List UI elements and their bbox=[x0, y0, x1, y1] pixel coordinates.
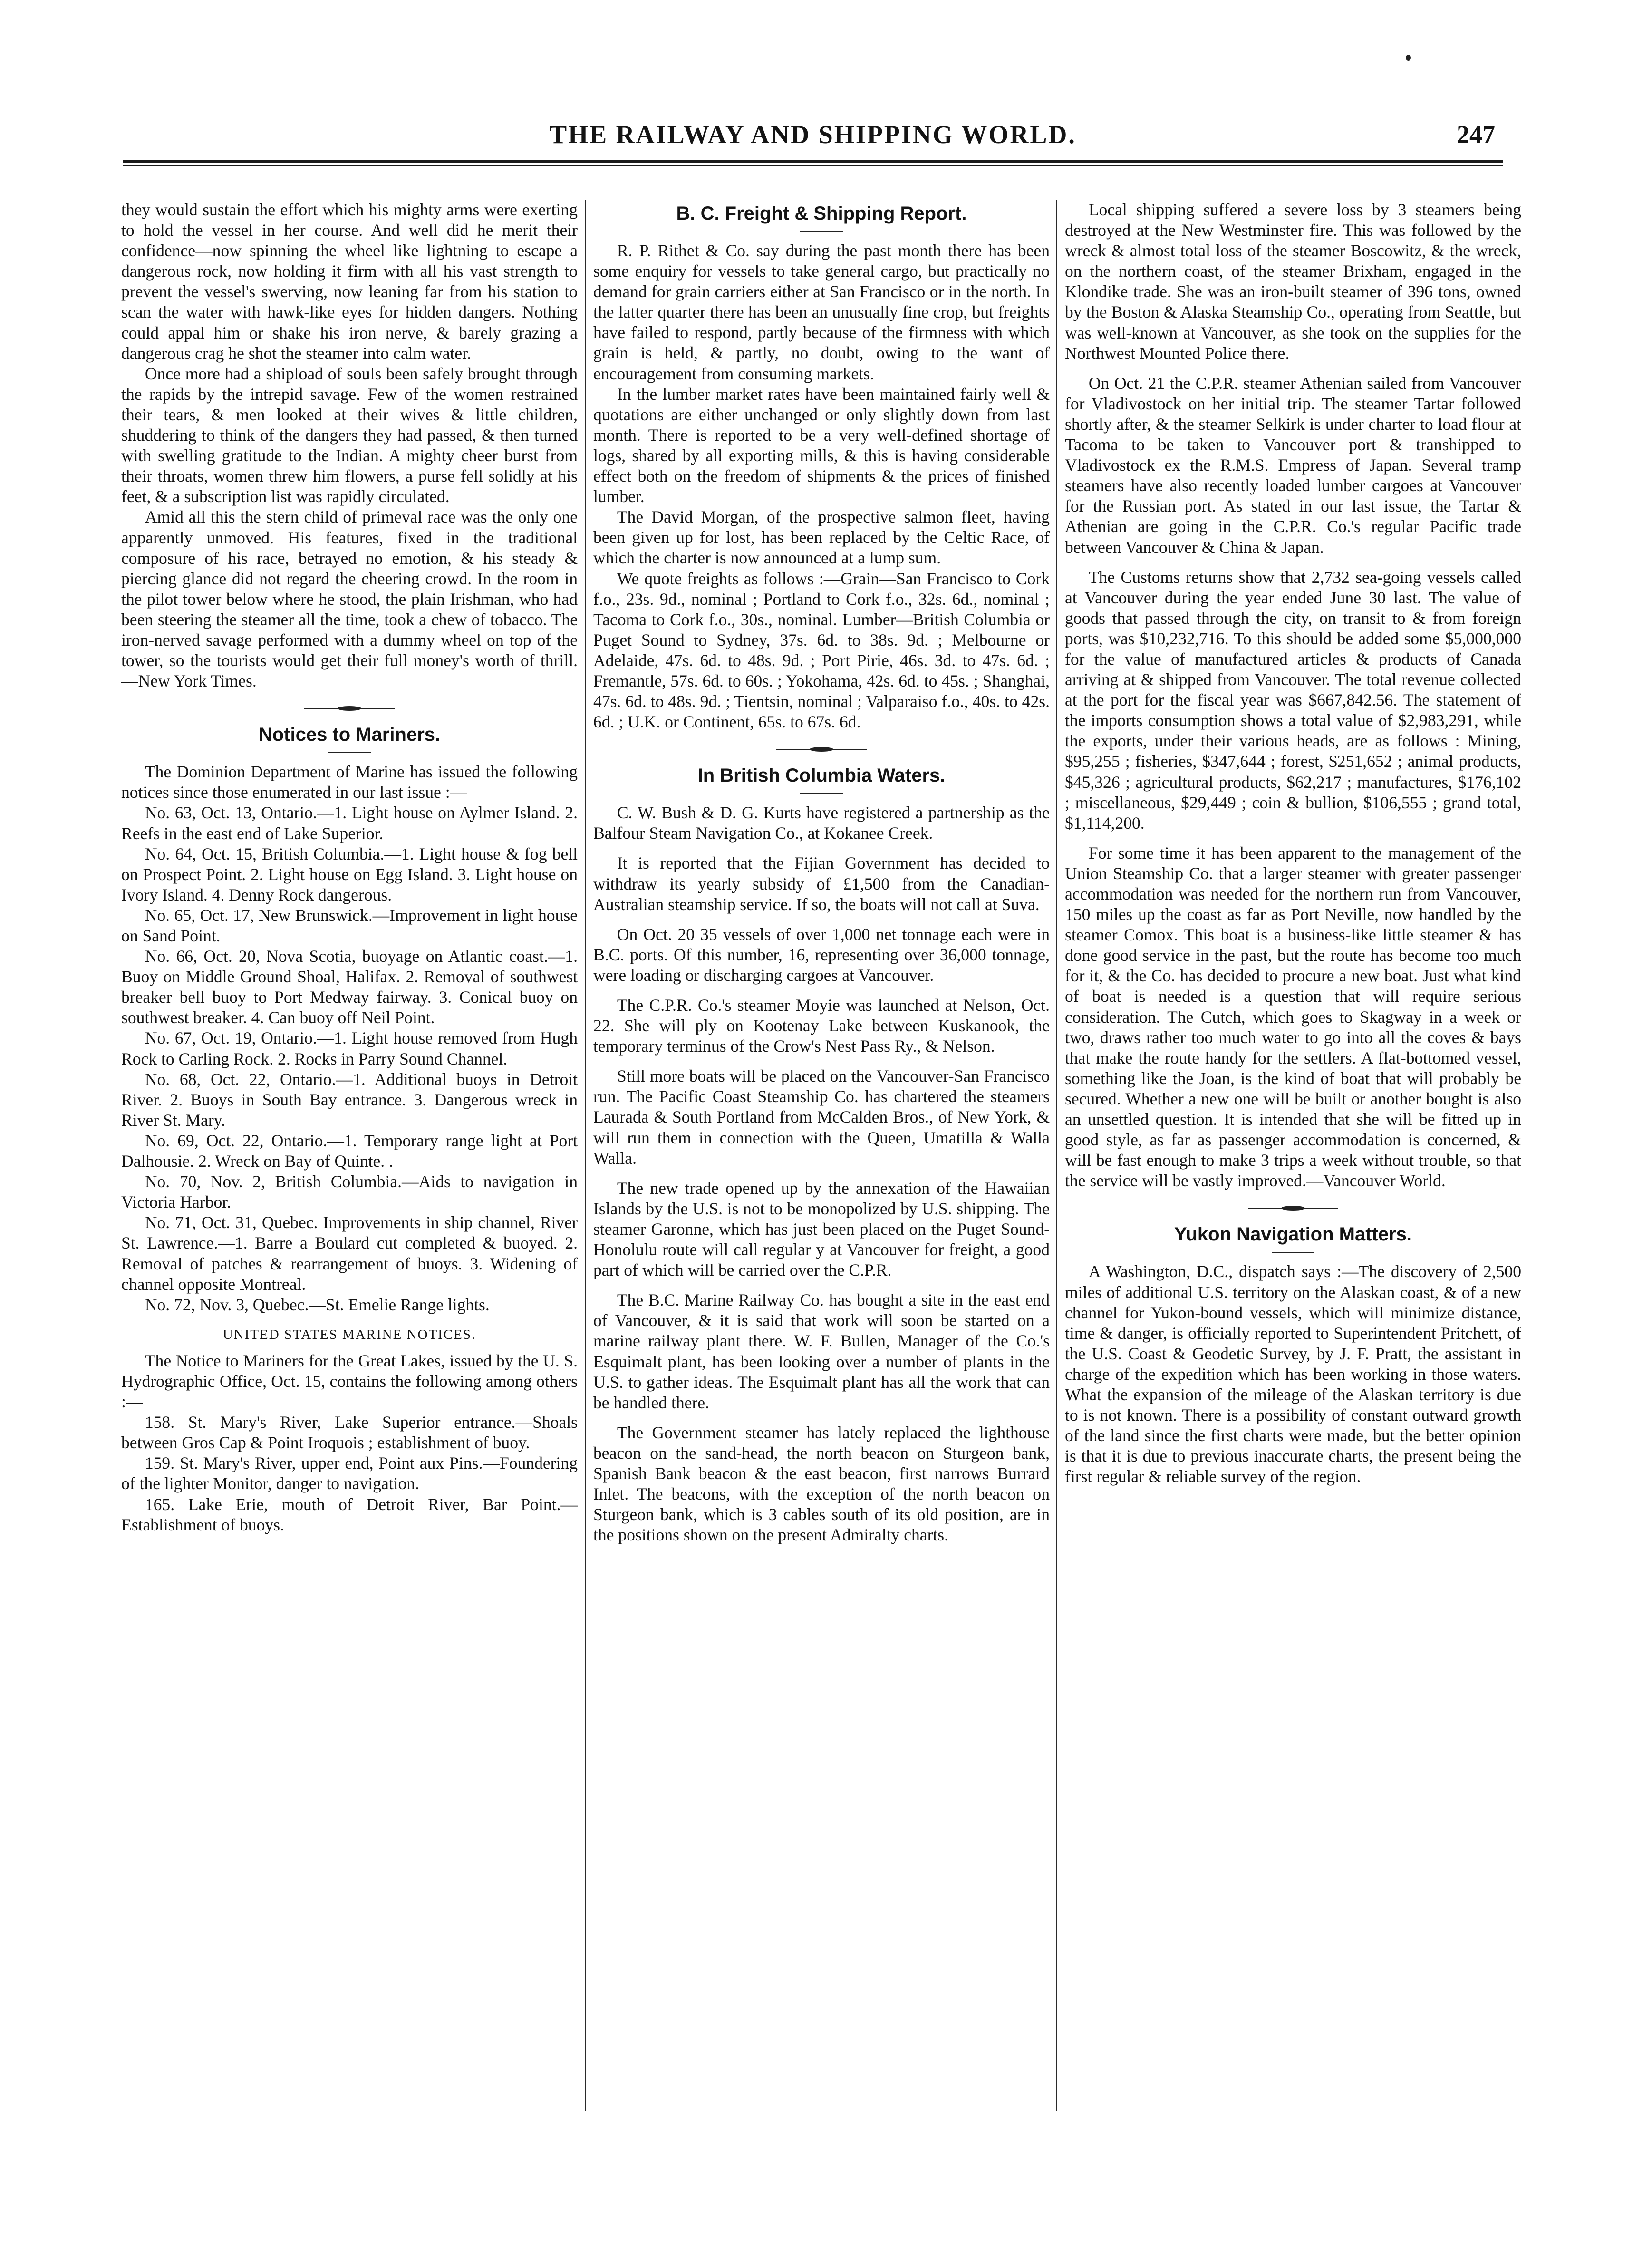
column-divider bbox=[1056, 200, 1057, 2111]
yukon-heading: Yukon Navigation Matters. bbox=[1174, 1224, 1412, 1245]
notices-intro: The Dominion Department of Marine has issued the following notices since those enumerated in our last issue :— bbox=[121, 762, 578, 802]
article-paragraph: Once more had a shipload of souls been safely brought through the rapids by the intrepid savage. Few of the women restrained their tears, & men looked at their wives & little children, shuddering to think of the dangers they had passed, & then turned with swelling gratitude to the Indian. A mighty cheer burst from their throats, women threw him flowers, a purse fell solidly at his feet, & a subscription list was rapidly circulated. bbox=[121, 364, 578, 506]
article-paragraph: The Government steamer has lately replaced the lighthouse beacon on the sand-head, the north beacon on Sturgeon bank, Spanish Bank beacon & the east beacon, first narrows Burrard Inlet. The beacons, with the exception of the north beacon on Sturgeon bank, which is 3 cables south of its old position, are in the positions shown on the present Admiralty charts. bbox=[593, 1423, 1050, 1545]
ornament-divider bbox=[1248, 1204, 1338, 1212]
bc-waters-heading: In British Columbia Waters. bbox=[697, 765, 946, 786]
us-notice-item: 158. St. Mary's River, Lake Superior entrance.—Shoals between Gros Cap & Point Iroquois ; establishment of buoy. bbox=[121, 1413, 578, 1453]
running-title: THE RAILWAY AND SHIPPING WORLD. bbox=[550, 120, 1076, 149]
article-paragraph: The B.C. Marine Railway Co. has bought a site in the east end of Vancouver, & it is said that work will soon be started on a marine railway plant there. W. F. Bullen, Manager of the Co.'s Esquimalt plant, has been looking over a number of plants in the U.S. to gather ideas. The Esquimalt plant has all the work that can be handled there. bbox=[593, 1290, 1050, 1412]
heading-rule bbox=[800, 231, 843, 232]
ink-speck bbox=[1406, 55, 1411, 61]
heading-rule bbox=[328, 752, 371, 753]
page-number: 247 bbox=[1457, 120, 1495, 149]
notice-item: No. 66, Oct. 20, Nova Scotia, buoyage on Atlantic coast.—1. Buoy on Middle Ground Shoal, Halifax. 2. Removal of southwest breaker bell buoy to Port Medway fairway. 3. Conical buoy on southwest breaker. 4. Can buoy off Neil Point. bbox=[121, 947, 578, 1027]
notice-item: No. 64, Oct. 15, British Columbia.—1. Light house & fog bell on Prospect Point. 2. Light house on Egg Island. 3. Light house on Ivory Island. 4. Denny Rock dangerous. bbox=[121, 844, 578, 904]
notice-item: No. 65, Oct. 17, New Brunswick.—Improvement in light house on Sand Point. bbox=[121, 905, 578, 945]
notices-heading: Notices to Mariners. bbox=[258, 724, 441, 746]
freight-report-heading: B. C. Freight & Shipping Report. bbox=[676, 203, 967, 224]
article-paragraph: The Customs returns show that 2,732 sea-going vessels called at Vancouver during the year ended June 30 last. The value of goods that passed through the city, on transit to & from foreign ports, was $10,232,716. To this should be added some $5,000,000 for the value of manufactured articles & products of Canada arriving at & shipped from Vancouver. The total revenue collected at the port for the fiscal year was $667,842.56. The statement of the imports consumption shows a total value of $2,983,291, while the exports, under their various heads, are as follows : Mining, $95,255 ; fisheries, $347,644 ; forest, $251,652 ; animal products, $45,326 ; agricultural products, $62,217 ; manufactures, $176,102 ; miscellaneous, $29,449 ; coin & bullion, $106,555 ; grand total, $1,114,200. bbox=[1065, 567, 1521, 833]
us-notices-subheading: UNITED STATES MARINE NOTICES. bbox=[222, 1327, 476, 1342]
article-paragraph: On Oct. 21 the C.P.R. steamer Athenian sailed from Vancouver for Vladivostock on her initial trip. The steamer Tartar followed shortly after, & the steamer Selkirk is under charter to load flour at Tacoma to be taken to Vancouver port & transhipped to Vladivostock ex the R.M.S. Empress of Japan. Several tramp steamers have also recently loaded lumber cargoes at Vancouver for the Russian port. As stated in our last issue, the Tartar & Athenian are going in the C.P.R. Co.'s regular Pacific trade between Vancouver & China & Japan. bbox=[1065, 373, 1521, 557]
us-notice-item: 165. Lake Erie, mouth of Detroit River, Bar Point.—Establishment of buoys. bbox=[121, 1494, 578, 1534]
column-1 bbox=[121, 200, 578, 1535]
article-paragraph: It is reported that the Fijian Government has decided to withdraw its yearly subsidy of £1,500 from the Canadian-Australian steamship service. If so, the boats will not call at Suva. bbox=[593, 853, 1050, 914]
notice-item: No. 70, Nov. 2, British Columbia.—Aids to navigation in Victoria Harbor. bbox=[121, 1172, 578, 1212]
notice-item: No. 63, Oct. 13, Ontario.—1. Light house on Aylmer Island. 2. Reefs in the east end of Lake Superior. bbox=[121, 803, 578, 843]
heading-rule bbox=[1272, 1252, 1314, 1253]
ornament-divider bbox=[304, 705, 395, 712]
header-rule-thick bbox=[123, 160, 1503, 163]
article-paragraph: We quote freights as follows :—Grain—San Francisco to Cork f.o., 23s. 9d., nominal ; Portland to Cork f.o., 32s. 6d., nominal ; Tacoma to Cork f.o., 30s., nominal. Lumber—British Columbia or Puget Sound to Sydney, 37s. 6d. to 38s. 9d. ; Melbourne or Adelaide, 47s. 6d. to 48s. 9d. ; Port Pirie, 46s. 3d. to 47s. 6d. ; Fremantle, 57s. 6d. to 60s. ; Yokohama, 42s. 6d. to 45s. ; Shanghai, 47s. 6d. to 48s. 9d. ; Tientsin, nominal ; Valparaiso f.o., 40s. to 42s. 6d. ; U.K. or Continent, 65s. to 67s. 6d. bbox=[593, 569, 1050, 732]
article-paragraph: The David Morgan, of the prospective salmon fleet, having been given up for lost, has been replaced by the Celtic Race, of which the charter is now announced at a lump sum. bbox=[593, 507, 1050, 568]
article-paragraph: For some time it has been apparent to the management of the Union Steamship Co. that a larger steamer with greater passenger accommodation was needed for the northern run from Vancouver, 150 miles up the coast as far as Port Neville, now handled by the steamer Comox. This boat is a business-like little steamer & has done good service in the past, but the route has become too much for it, & the Co. has decided to procure a new boat. Just what kind of boat is needed is a question that will require serious consideration. The Cutch, which goes to Skagway in a week or two, draws rather too much water to go into all the coves & bays that make the route handy for the settlers. A flat-bottomed vessel, something like the Joan, is the kind of boat that will probably be secured. Whether a new one will be built or another bought is also an unsettled question. It is intended that she will be fitted up in good style, as far as passenger accommodation is concerned, & will be fast enough to make 3 trips a week without trouble, so that the service will be vastly improved.—Vancouver World. bbox=[1065, 843, 1521, 1191]
column-divider bbox=[585, 200, 586, 2111]
notice-item: No. 68, Oct. 22, Ontario.—1. Additional buoys in Detroit River. 2. Buoys in South Bay entrance. 3. Dangerous wreck in River St. Mary. bbox=[121, 1069, 578, 1130]
heading-rule bbox=[800, 793, 843, 794]
article-paragraph: they would sustain the effort which his mighty arms were exerting to hold the vessel in her course. And well did he merit their confidence—now spinning the wheel like lightning to escape a dangerous rock, now holding it firm with all his vast strength to prevent the vessel's swerving, now leaning far from his station to scan the water with hawk-like eyes for hidden dangers. Nothing could appal him or shake his iron nerve, & barely grazing a dangerous crag he shot the steamer into calm water. bbox=[121, 200, 578, 363]
ornament-divider bbox=[776, 746, 867, 753]
article-paragraph: On Oct. 20 35 vessels of over 1,000 net tonnage each were in B.C. ports. Of this number, 16, representing over 36,000 tonnage, were loading or discharging cargoes at Vancouver. bbox=[593, 924, 1050, 985]
header-rule-thin bbox=[123, 165, 1503, 166]
notice-item: No. 67, Oct. 19, Ontario.—1. Light house removed from Hugh Rock to Carling Rock. 2. Rocks in Parry Sound Channel. bbox=[121, 1028, 578, 1068]
notice-item: No. 69, Oct. 22, Ontario.—1. Temporary range light at Port Dalhousie. 2. Wreck on Bay of Quinte. . bbox=[121, 1131, 578, 1171]
article-paragraph: Local shipping suffered a severe loss by 3 steamers being destroyed at the New Westminster fire. This was followed by the wreck & almost total loss of the steamer Boscowitz, & the wreck, on the northern coast, of the steamer Brixham, engaged in the Klondike trade. She was an iron-built steamer of 396 tons, owned by the Boston & Alaska Steamship Co., operating from Seattle, but was well-known at Vancouver, as she took on the supplies for the Northwest Mounted Police there. bbox=[1065, 200, 1521, 363]
page-header bbox=[119, 95, 1507, 157]
article-paragraph: The new trade opened up by the annexation of the Hawaiian Islands by the U.S. is not to be monopolized by U.S. shipping. The steamer Garonne, which has just been placed on the Puget Sound-Honolulu route will call regular y at Vancouver for freight, a good part of which will be carried over the C.P.R. bbox=[593, 1178, 1050, 1280]
article-paragraph: Amid all this the stern child of primeval race was the only one apparently unmoved. His features, fixed in the traditional composure of his race, betrayed no emotion, & his steady & piercing glance did not regard the cheering crowd. In the room in the pilot tower below where he stood, the plain Irishman, who had been steering the steamer all the time, took a chew of tobacco. The iron-nerved savage performed with a dummy wheel on top of the tower, so the tourists would get their full money's worth of thrill. —New York Times. bbox=[121, 507, 578, 691]
article-paragraph: R. P. Rithet & Co. say during the past month there has been some enquiry for vessels to take general cargo, but practically no demand for grain carriers either at San Francisco or in the north. In the latter quarter there has been an unusually fine crop, but freights have failed to respond, partly because of the firmness with which grain is held, & partly, no doubt, owing to the want of encouragement from consuming markets. bbox=[593, 241, 1050, 383]
notice-item: No. 72, Nov. 3, Quebec.—St. Emelie Range lights. bbox=[145, 1295, 490, 1314]
us-notices-intro: The Notice to Mariners for the Great Lakes, issued by the U. S. Hydrographic Office, Oct. 15, contains the following among others :— bbox=[121, 1351, 578, 1412]
column-2 bbox=[593, 200, 1050, 1545]
us-notice-item: 159. St. Mary's River, upper end, Point aux Pins.—Foundering of the lighter Monitor, danger to navigation. bbox=[121, 1453, 578, 1493]
column-3 bbox=[1065, 200, 1521, 1487]
notice-item: No. 71, Oct. 31, Quebec. Improvements in ship channel, River St. Lawrence.—1. Barre a Boulard cut completed & buoyed. 2. Removal of patches & rearrangement of buoys. 3. Widening of channel opposite Montreal. bbox=[121, 1213, 578, 1294]
article-paragraph: In the lumber market rates have been maintained fairly well & quotations are either unchanged or only slightly down from last month. There is reported to be a very well-defined shortage of logs, shared by all exporting mills, & this is having considerable effect both on the freedom of shipments & the prices of finished lumber. bbox=[593, 384, 1050, 506]
article-paragraph: The C.P.R. Co.'s steamer Moyie was launched at Nelson, Oct. 22. She will ply on Kootenay Lake between Kuskanook, the temporary terminus of the Crow's Nest Pass Ry., & Nelson. bbox=[593, 996, 1050, 1056]
article-paragraph: Still more boats will be placed on the Vancouver-San Francisco run. The Pacific Coast Steamship Co. has chartered the steamers Laurada & South Portland from McCalden Bros., of New York, & will run them in connection with the Queen, Umatilla & Walla Walla. bbox=[593, 1066, 1050, 1168]
article-paragraph: A Washington, D.C., dispatch says :—The discovery of 2,500 miles of additional U.S. territory on the Alaskan coast, & of a new channel for Yukon-bound vessels, which will minimize distance, time & danger, is officially reported to Superintendent Pritchett, of the U.S. Coast & Geodetic Survey, by J. F. Pratt, the assistant in charge of the expedition which has been working in those waters. What the expansion of the mileage of the Alaskan territory is due to is not known. There is a possibility of constant outward growth of the land since the first charts were made, but the better opinion is that it is due to previous inaccurate charts, the present being the first regular & reliable survey of the region. bbox=[1065, 1262, 1521, 1486]
article-paragraph: C. W. Bush & D. G. Kurts have registered a partnership as the Balfour Steam Navigation Co., at Kokanee Creek. bbox=[593, 803, 1050, 843]
